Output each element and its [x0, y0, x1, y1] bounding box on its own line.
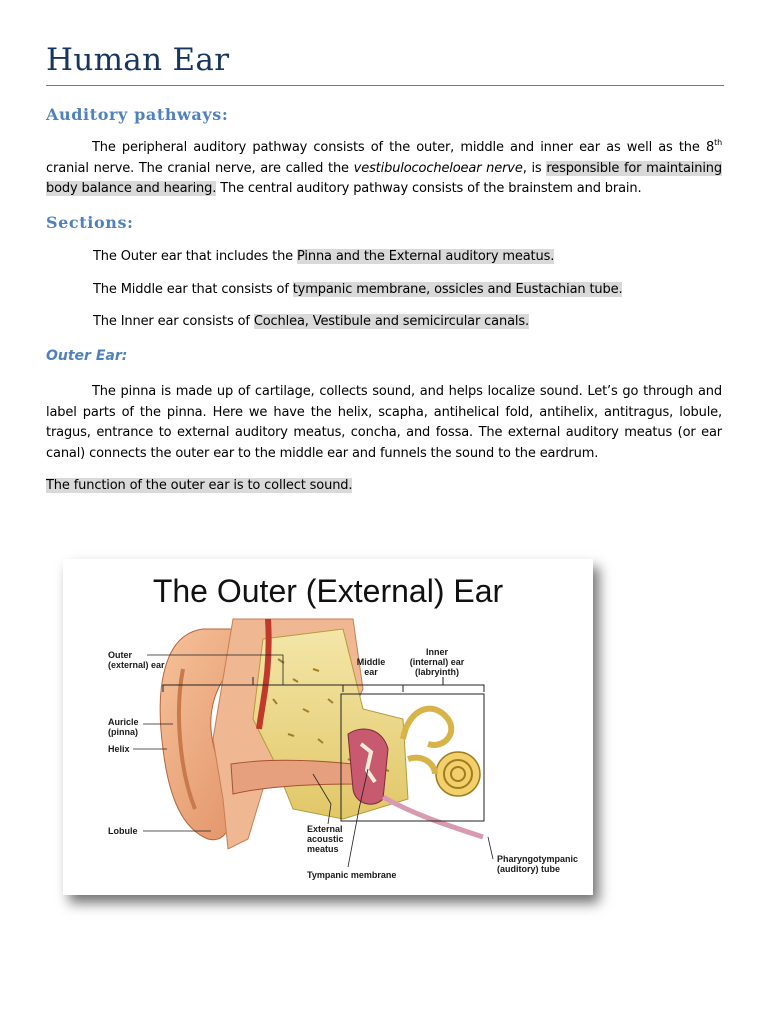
- section-middle-ear: [93, 282, 622, 297]
- cochlea-icon: [436, 752, 480, 796]
- inner-prefix: The Inner ear consists of: [93, 314, 254, 329]
- label-pharyngotympanic-tube: [497, 854, 578, 874]
- outer-ear-text: The pinna is made up of cartilage, collects sound, and helps localize sound. Let’s go through and label parts of the pinna. Here we have the helix, scapha, antihelical fold, antihelix, antitragus, lobule, tragus, entrance to external auditory meatus, concha, and fossa. The external auditory meatus (or ear canal) connects the outer ear to the middle ear and funnels the sound to the eardrum.: [46, 384, 722, 461]
- label-lobule: Lobule: [108, 826, 138, 836]
- outer-ear-function: [46, 478, 352, 493]
- label-auricle-1: Auricle: [108, 717, 139, 727]
- outer-prefix: The Outer ear that includes the: [93, 249, 297, 264]
- heading-sections: Sections:: [46, 213, 134, 232]
- label-outer-2: (external) ear: [108, 660, 165, 670]
- label-outer-ear: [108, 650, 165, 670]
- section-outer-ear: [93, 249, 554, 264]
- label-pharyngo-1: Pharyngotympanic: [497, 854, 579, 864]
- title-divider: [46, 85, 724, 86]
- inner-bracket: [403, 677, 484, 692]
- leader-pharyngo: [488, 837, 493, 859]
- page-title: Human Ear: [46, 42, 230, 78]
- label-external-1: External: [307, 824, 343, 834]
- label-external-2: acoustic: [307, 834, 344, 844]
- label-middle-1: Middle: [356, 657, 386, 667]
- label-external-meatus: [307, 824, 344, 854]
- outer-highlight: Pinna and the External auditory meatus.: [297, 249, 555, 264]
- label-external-3: meatus: [307, 844, 339, 854]
- heading-outer-ear: Outer Ear:: [46, 348, 128, 364]
- label-pharyngo-2: (auditory) tube: [497, 864, 560, 874]
- label-inner-3: (labryinth): [415, 667, 459, 677]
- label-middle-2: ear: [364, 667, 378, 677]
- middle-prefix: The Middle ear that consists of: [93, 282, 293, 297]
- function-highlight: The function of the outer ear is to collect sound.: [46, 478, 353, 493]
- auditory-text-d: The central auditory pathway consists of the brainstem and brain.: [216, 181, 642, 197]
- label-inner-2: (internal) ear: [409, 657, 465, 667]
- paragraph-auditory-pathways: [46, 138, 722, 200]
- auditory-text-b: cranial nerve. The cranial nerve, are called the: [46, 160, 354, 176]
- nerve-name-italic: vestibulocochelo​ear nerve: [353, 160, 523, 176]
- label-outer-1: Outer: [108, 650, 133, 660]
- label-inner-1: Inner: [425, 647, 448, 657]
- label-inner-ear: [401, 647, 473, 677]
- label-tympanic-membrane: Tympanic membrane: [307, 870, 397, 880]
- eustachian-tube: [383, 797, 483, 837]
- label-middle-ear: [351, 657, 391, 677]
- label-helix: Helix: [108, 744, 130, 754]
- highlight-balance-hearing: responsible for maintaining body balance and hearing.: [46, 160, 722, 197]
- figure-title: The Outer (External) Ear: [152, 573, 504, 609]
- auditory-text-c: , is: [522, 160, 547, 176]
- auditory-text-a: The peripheral auditory pathway consists of the outer, middle and inner ear as well as the 8: [92, 140, 715, 155]
- outer-ear-diagram: [63, 559, 593, 895]
- inner-highlight: Cochlea, Vestibule and semicircular canals.: [253, 314, 529, 329]
- semicircular-canals: [403, 709, 451, 745]
- paragraph-outer-ear: [46, 382, 722, 464]
- label-auricle-2: (pinna): [108, 727, 138, 737]
- vestibule: [408, 758, 435, 774]
- ordinal-superscript: th: [714, 138, 722, 147]
- heading-auditory-pathways: Auditory pathways:: [46, 105, 229, 124]
- section-inner-ear: [93, 314, 529, 329]
- label-auricle: [108, 717, 139, 737]
- middle-highlight: tympanic membrane, ossicles and Eustachian tube.: [292, 282, 623, 297]
